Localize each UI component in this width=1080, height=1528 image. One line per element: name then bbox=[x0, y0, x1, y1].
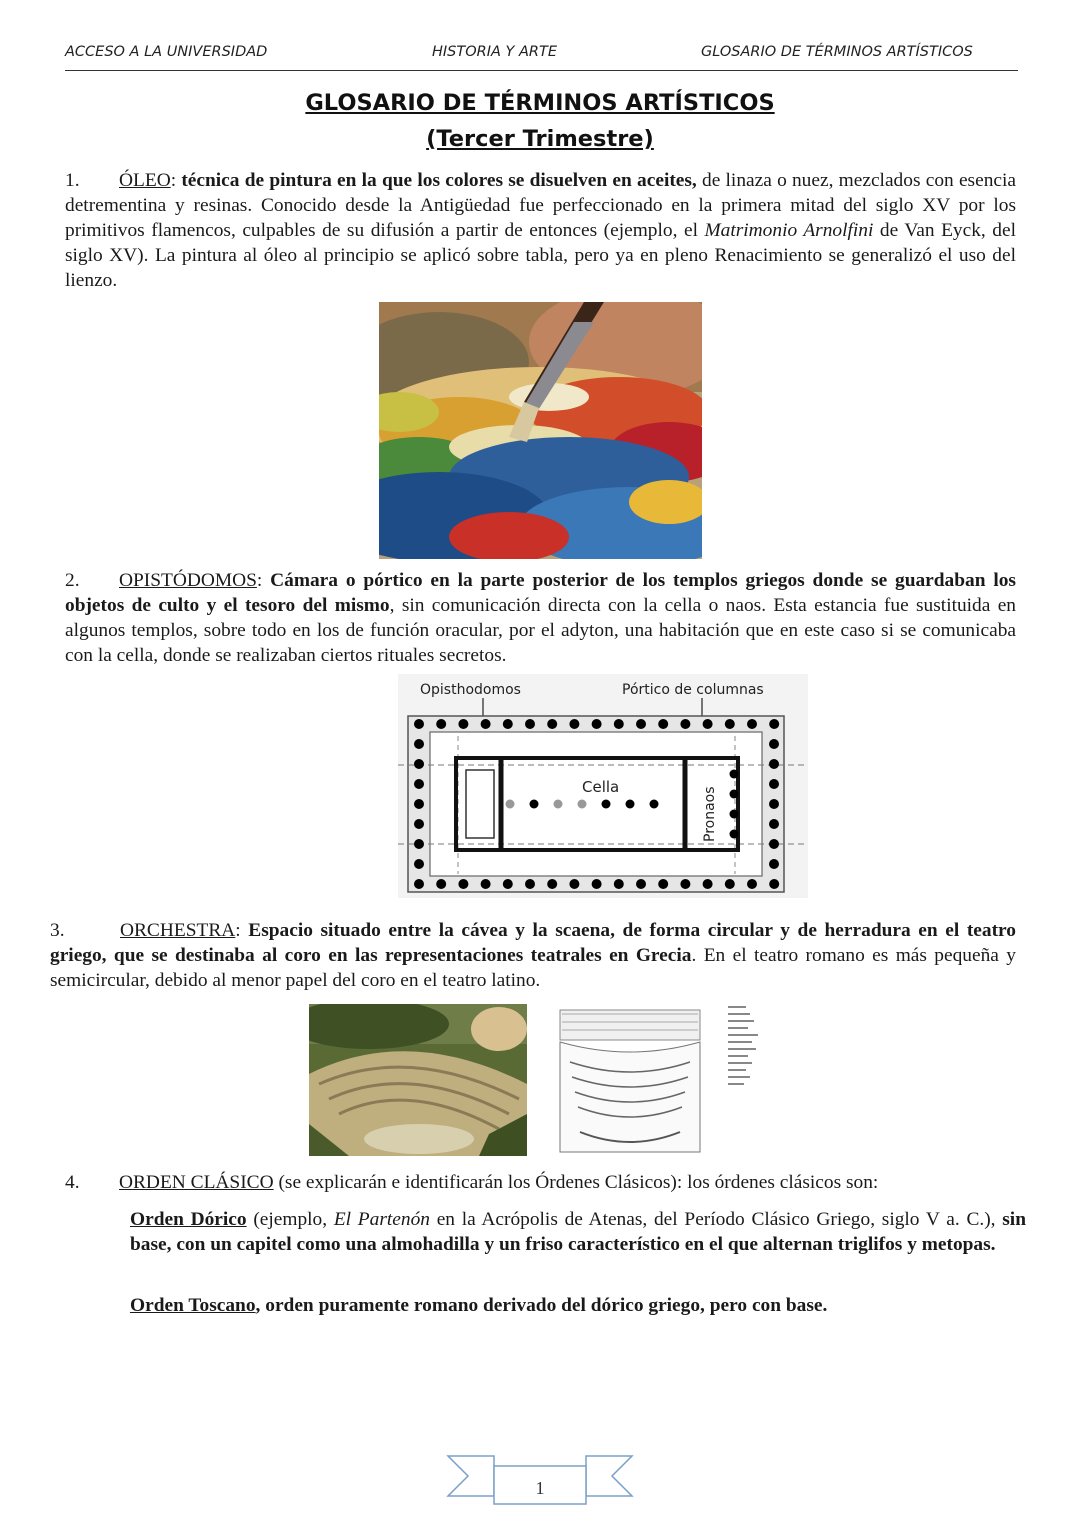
order-name: Orden Dórico bbox=[130, 1209, 247, 1230]
order-text-2: en la Acrópolis de Atenas, del Período Clásico Griego, siglo V a. C.), bbox=[429, 1209, 1003, 1230]
entry-term: ORCHESTRA bbox=[120, 920, 236, 941]
entry-definition-bold: Espacio situado entre la cávea y la scaena, de forma circular y de herradura en el teatro griego, que se destinaba al coro en las representaciones teatrales en Grecia bbox=[50, 920, 1016, 966]
column-dot bbox=[730, 810, 739, 819]
column-dot bbox=[747, 719, 757, 729]
entry-definition-bold: técnica de pintura en la que los colores se disuelven en aceites, bbox=[181, 170, 697, 191]
column-dot bbox=[569, 719, 579, 729]
entry-number: 1. bbox=[65, 170, 80, 191]
column-dot bbox=[503, 879, 513, 889]
column-dot bbox=[769, 839, 779, 849]
column-dot bbox=[503, 719, 513, 729]
column-dot bbox=[680, 719, 690, 729]
entry-orden-clasico bbox=[65, 1170, 1016, 1195]
page-number-ribbon bbox=[446, 1452, 634, 1508]
column-dot bbox=[481, 879, 491, 889]
column-dot bbox=[680, 879, 690, 889]
header-left: ACCESO A LA UNIVERSIDAD bbox=[65, 44, 268, 60]
page-header bbox=[65, 44, 1018, 71]
order-doric bbox=[130, 1207, 1026, 1257]
column-dot bbox=[614, 719, 624, 729]
page-number: 1 bbox=[535, 1478, 545, 1498]
order-tuscan bbox=[130, 1293, 1026, 1318]
column-dot bbox=[530, 800, 539, 809]
label-portico: Pórtico de columnas bbox=[622, 682, 764, 698]
column-dot bbox=[769, 759, 779, 769]
entry-text: (se explicarán e identificarán los Órdenes Clásicos): los órdenes clásicos son: bbox=[273, 1172, 879, 1193]
entry-term: ÓLEO bbox=[119, 170, 171, 191]
column-dot bbox=[458, 719, 468, 729]
column-dot bbox=[769, 779, 779, 789]
column-dot bbox=[525, 719, 535, 729]
entry-term: ORDEN CLÁSICO bbox=[119, 1172, 274, 1193]
oil-painting-image bbox=[379, 302, 702, 559]
order-bold: , orden puramente romano derivado del dórico griego, pero con base. bbox=[255, 1295, 828, 1316]
column-dot bbox=[414, 739, 424, 749]
entry-orchestra: 3. ORCHESTRA: Espacio situado entre la cávea y la scaena, de forma circular y de herradura en el teatro griego, que se destinaba al coro en las representaciones teatrales en Grecia. En el teatro romano es más pequeña y semicircular, debido al menor papel del coro en el teatro latino. bbox=[50, 920, 1016, 991]
column-dot bbox=[636, 879, 646, 889]
entry-term: OPISTÓDOMOS bbox=[119, 570, 257, 591]
column-dot bbox=[703, 719, 713, 729]
column-dot bbox=[725, 719, 735, 729]
entry-opistodomos: 2. OPISTÓDOMOS: Cámara o pórtico en la parte posterior de los templos griegos donde se guardaban los objetos de culto y el tesoro del mismo, sin comunicación directa con la cella o naos. Esta estancia fue sustituida en algunos templos, sobre todo en los de función oracular, por el adyton, una habitación que en este caso si se comunicaba con la cella, donde se realizaban ciertos rituales secretos. bbox=[65, 570, 1016, 666]
column-dot bbox=[614, 879, 624, 889]
column-dot bbox=[769, 859, 779, 869]
header-right: GLOSARIO DE TÉRMINOS ARTÍSTICOS bbox=[701, 44, 973, 60]
column-dot bbox=[414, 839, 424, 849]
entry-text: . En el teatro romano es más pequeña y semicircular, debido al menor papel del coro en el teatro latino. bbox=[50, 945, 1016, 991]
column-dot bbox=[414, 719, 424, 729]
label-pronaos: Pronaos bbox=[702, 786, 718, 842]
entry-number: 3. bbox=[50, 920, 65, 941]
column-dot bbox=[414, 759, 424, 769]
order-name: Orden Toscano bbox=[130, 1295, 256, 1316]
column-dot bbox=[458, 879, 468, 889]
column-dot bbox=[769, 879, 779, 889]
column-dot bbox=[626, 800, 635, 809]
column-dot bbox=[636, 719, 646, 729]
label-cella: Cella bbox=[582, 778, 620, 796]
column-dot bbox=[602, 800, 611, 809]
column-dot bbox=[703, 879, 713, 889]
column-dot bbox=[414, 859, 424, 869]
entry-italic: Matrimonio Arnolfini bbox=[704, 220, 874, 241]
column-dot bbox=[650, 800, 659, 809]
column-dot bbox=[414, 879, 424, 889]
column-dot bbox=[436, 879, 446, 889]
column-dot bbox=[525, 879, 535, 889]
greek-theatre-photo bbox=[309, 1004, 527, 1156]
column-dot bbox=[414, 799, 424, 809]
column-dot bbox=[769, 799, 779, 809]
column-dot bbox=[658, 879, 668, 889]
entry-definition-bold: Cámara o pórtico en la parte posterior de los templos griegos donde se guardaban los objetos de culto y el tesoro del mismo bbox=[65, 570, 1016, 616]
entry-text: , sin comunicación directa con la cella o naos. Esta estancia fue sustituida en algunos templos, sobre todo en los de función oracular, por el adyton, una habitación que en este caso si se comunicaba con la cella, donde se realizaban ciertos rituales secretos. bbox=[65, 595, 1016, 666]
entry-text: de linaza o nuez, mezclados con esencia detrementina y resinas. Conocido desde la Antigüedad fue perfeccionado en la primera mitad del siglo XV por los primitivos flamencos, culpables de su difusión a partir de entonces (ejemplo, el bbox=[65, 170, 1016, 241]
column-dot bbox=[578, 800, 587, 809]
column-dot bbox=[730, 790, 739, 799]
column-dot bbox=[769, 719, 779, 729]
column-dot bbox=[569, 879, 579, 889]
column-dot bbox=[414, 819, 424, 829]
column-dot bbox=[436, 719, 446, 729]
column-dot bbox=[481, 719, 491, 729]
column-dot bbox=[547, 879, 557, 889]
column-dot bbox=[554, 800, 563, 809]
temple-plan-diagram bbox=[398, 674, 808, 898]
entry-number: 4. bbox=[65, 1172, 80, 1193]
column-dot bbox=[592, 719, 602, 729]
column-dot bbox=[725, 879, 735, 889]
page-subtitle: (Tercer Trimestre) bbox=[426, 126, 654, 152]
column-dot bbox=[747, 879, 757, 889]
column-dot bbox=[769, 819, 779, 829]
column-dot bbox=[414, 779, 424, 789]
column-dot bbox=[658, 719, 668, 729]
header-center: HISTORIA Y ARTE bbox=[432, 44, 558, 60]
page-title: GLOSARIO DE TÉRMINOS ARTÍSTICOS bbox=[305, 90, 775, 116]
column-dot bbox=[769, 739, 779, 749]
order-bold: sin base, con un capitel como una almohadilla y un friso característico en el que alternan triglifos y metopas. bbox=[130, 1209, 1026, 1255]
entry-number: 2. bbox=[65, 570, 80, 591]
order-text: (ejemplo, bbox=[246, 1209, 334, 1230]
roman-theatre-drawing bbox=[550, 1002, 778, 1158]
label-opisthodomos: Opisthodomos bbox=[420, 682, 521, 698]
entry-text-2: de Van Eyck, del siglo XV). La pintura al óleo al principio se aplicó sobre tabla, pero ya en pleno Renacimiento se generalizó el uso del lienzo. bbox=[65, 220, 1016, 291]
column-dot bbox=[730, 830, 739, 839]
column-dot bbox=[506, 800, 515, 809]
column-dot bbox=[730, 770, 739, 779]
column-dot bbox=[592, 879, 602, 889]
entry-oleo: 1. ÓLEO: técnica de pintura en la que los colores se disuelven en aceites, de linaza o nuez, mezclados con esencia detrementina y resinas. Conocido desde la Antigüedad fue perfeccionado en la primera mitad del siglo XV por los primitivos flamencos, culpables de su difusión a partir de entonces (ejemplo, el Matrimonio Arnolfini de Van Eyck, del siglo XV). La pintura al óleo al principio se aplicó sobre tabla, pero ya en pleno Renacimiento se generalizó el uso del lienzo. bbox=[65, 170, 1016, 291]
column-dot bbox=[547, 719, 557, 729]
order-italic: El Partenón bbox=[333, 1209, 430, 1230]
